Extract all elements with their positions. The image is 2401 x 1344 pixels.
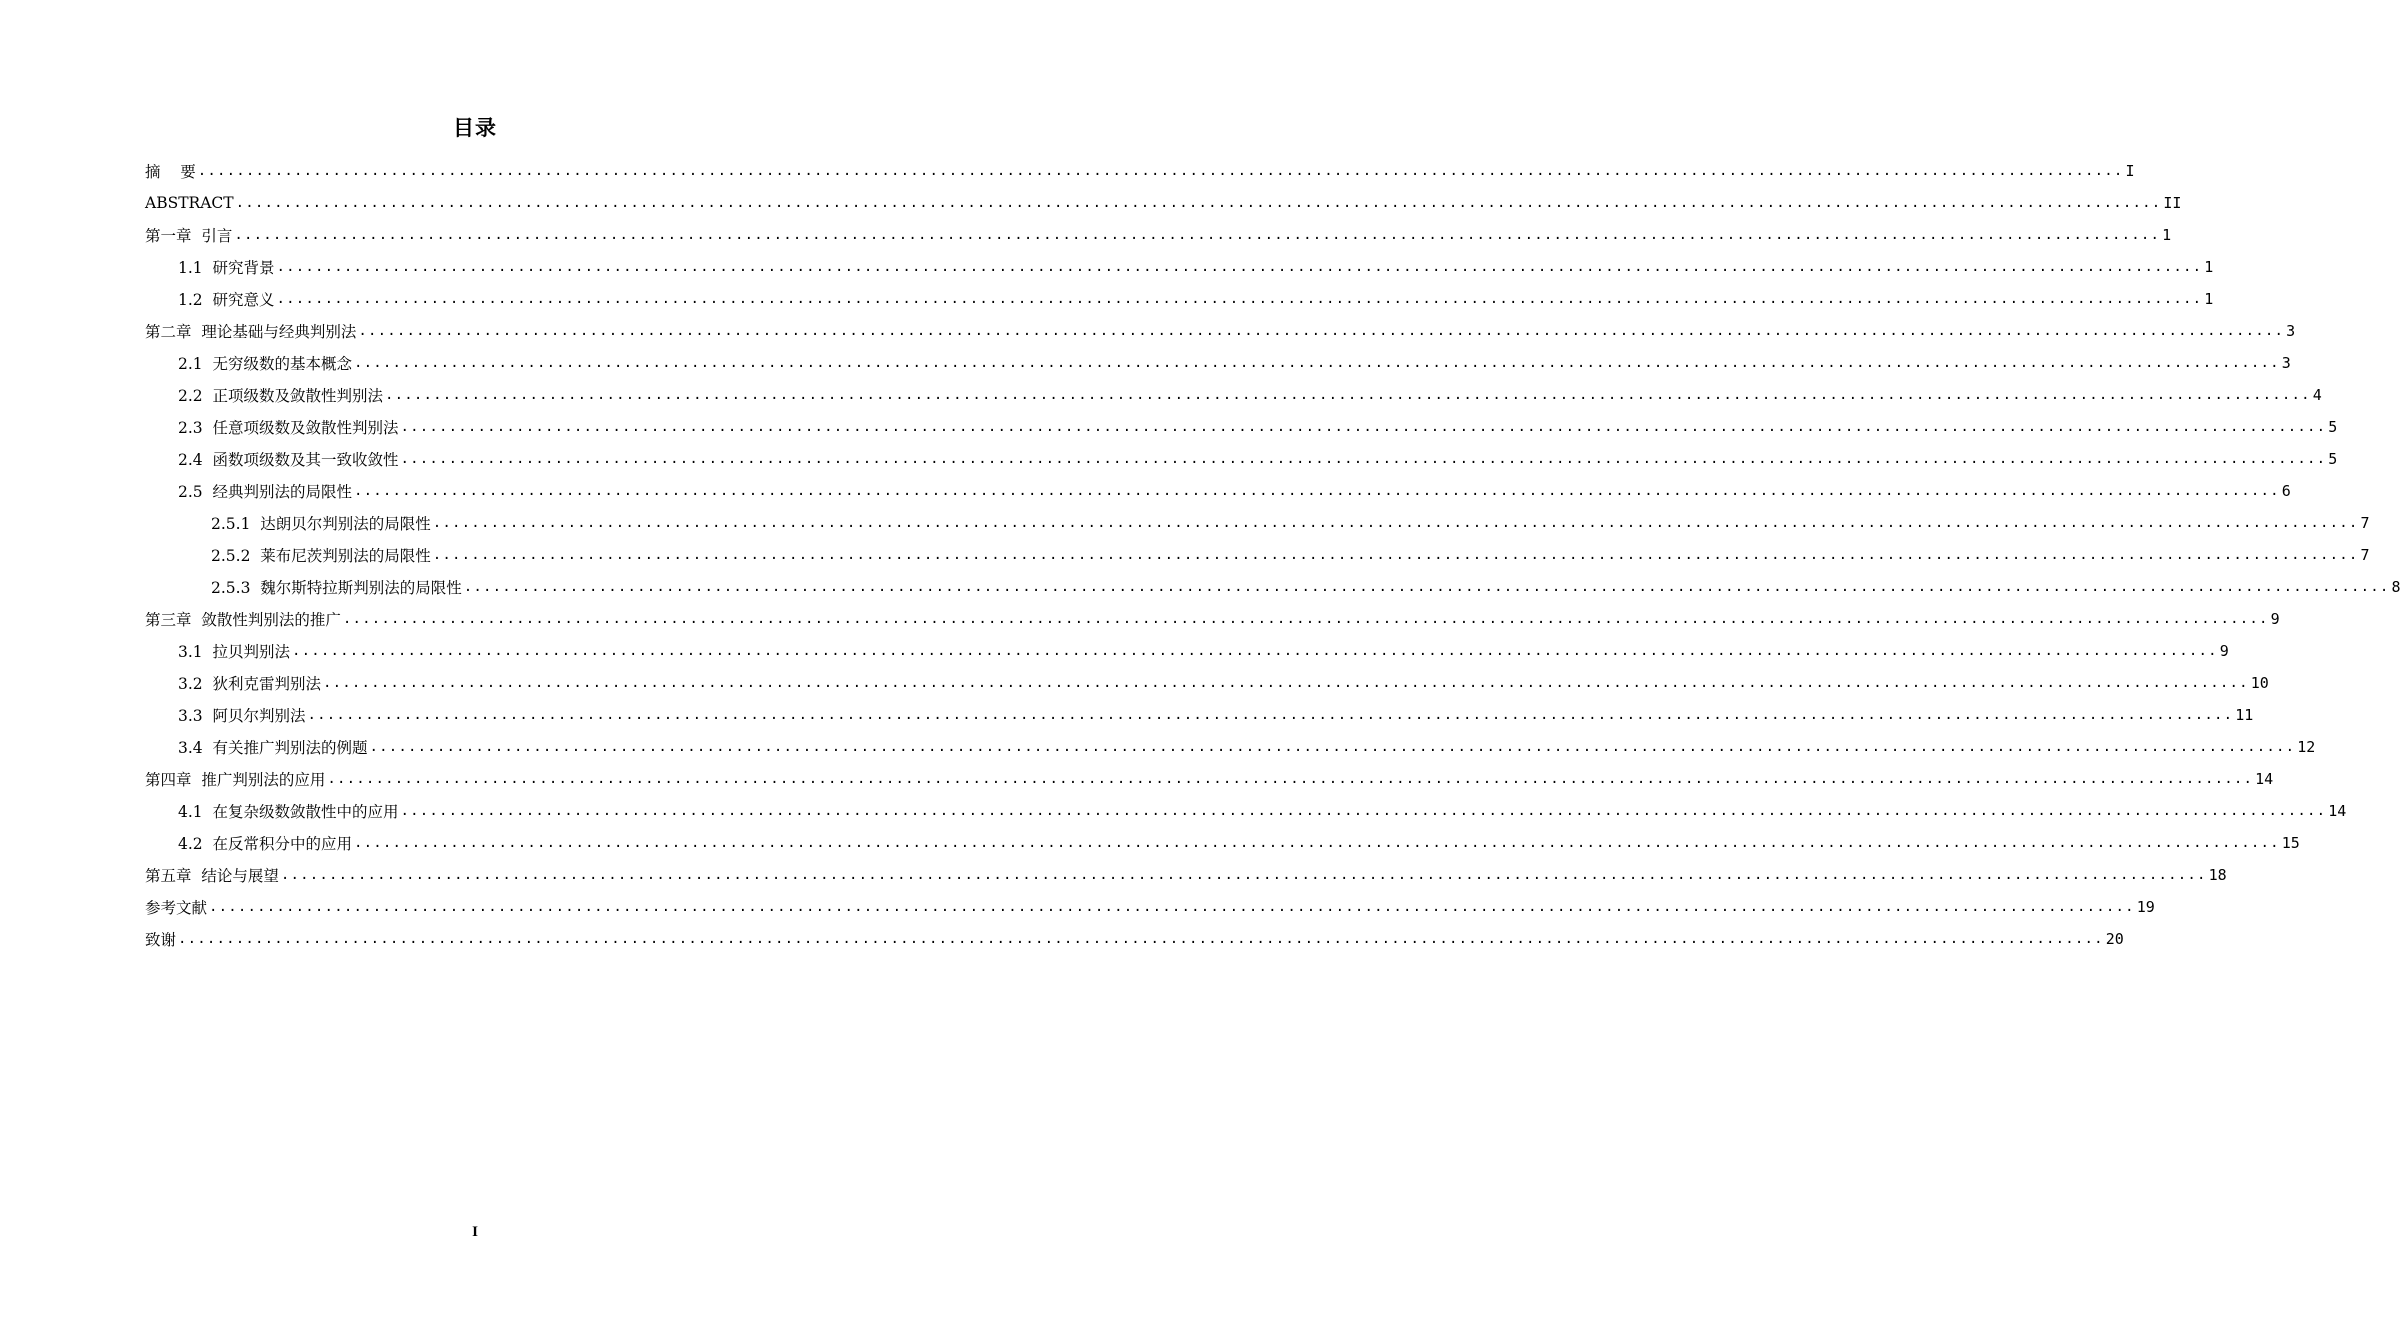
- toc-dot-leader: ........................................................................................................................................................................................................: [235, 195, 2162, 211]
- toc-entry[interactable]: [178, 635, 2229, 667]
- toc-entry-page: I: [2125, 162, 2135, 180]
- toc-entry[interactable]: [178, 731, 2316, 763]
- toc-dot-leader: ........................................................................................................................................................................................................: [432, 547, 2359, 563]
- toc-dot-leader: ........................................................................................................................................................................................................: [400, 451, 2327, 467]
- toc-entry[interactable]: [178, 795, 2347, 827]
- toc-entry-label: 第五章 结论与展望: [145, 867, 279, 885]
- toc-entry-page: 18: [2208, 866, 2227, 884]
- toc-dot-leader: ........................................................................................................................................................................................................: [209, 899, 2135, 915]
- toc-entry[interactable]: [145, 315, 2296, 347]
- toc-entry-page: 5: [2328, 418, 2338, 436]
- toc-entry-page: 12: [2297, 738, 2316, 756]
- toc-dot-leader: ........................................................................................................................................................................................................: [307, 707, 2234, 723]
- toc-dot-leader: ........................................................................................................................................................................................................: [280, 867, 2207, 883]
- toc-entry-page: 9: [2219, 642, 2229, 660]
- toc-entry-page: 9: [2270, 610, 2280, 628]
- toc-entry-label: 第一章 引言: [145, 227, 233, 245]
- toc-entry-page: 11: [2235, 706, 2254, 724]
- toc-entry-page: 10: [2250, 674, 2269, 692]
- toc-entry-page: 7: [2360, 546, 2370, 564]
- toc-entry-label: 4.1 在复杂级数敛散性中的应用: [178, 803, 399, 821]
- toc-entry-label: 2.1 无穷级数的基本概念: [178, 355, 353, 373]
- toc-entry-page: 1: [2204, 258, 2214, 276]
- toc-dot-leader: ........................................................................................................................................................................................................: [400, 419, 2327, 435]
- toc-entry[interactable]: [145, 859, 2227, 891]
- toc-entry-label: 1.1 研究背景: [178, 259, 275, 277]
- toc-entry[interactable]: [211, 571, 2401, 603]
- toc-entry-label: 第四章 推广判别法的应用: [145, 771, 326, 789]
- toc-entry-label: 2.2 正项级数及敛散性判别法: [178, 387, 384, 405]
- toc-title: 目录: [453, 116, 497, 140]
- toc-entry-label: 3.1 拉贝判别法: [178, 643, 291, 661]
- toc-entry-page: 20: [2105, 930, 2124, 948]
- toc-entry-label: 参考文献: [145, 899, 208, 917]
- toc-entry[interactable]: [178, 827, 2300, 859]
- toc-entry[interactable]: [178, 379, 2322, 411]
- toc-entry-label: 2.5.3 魏尔斯特拉斯判别法的局限性: [211, 579, 462, 597]
- toc-entry-label: 1.2 研究意义: [178, 291, 275, 309]
- toc-dot-leader: ........................................................................................................................................................................................................: [276, 291, 2203, 307]
- toc-dot-leader: ........................................................................................................................................................................................................: [354, 835, 2280, 851]
- toc-entry[interactable]: [145, 187, 2182, 219]
- toc-entry[interactable]: [178, 411, 2338, 443]
- toc-entry-page: 14: [2255, 770, 2274, 788]
- toc-entry-page: 4: [2312, 386, 2322, 404]
- toc-entry[interactable]: [178, 251, 2214, 283]
- toc-dot-leader: ........................................................................................................................................................................................................: [197, 163, 2124, 179]
- toc-entry-page: 1: [2162, 226, 2172, 244]
- toc-entry-page: 7: [2360, 514, 2370, 532]
- toc-entry-label: 2.5 经典判别法的局限性: [178, 483, 353, 501]
- toc-entry-label: 摘 要: [145, 163, 196, 181]
- toc-entry[interactable]: [145, 603, 2280, 635]
- toc-entry[interactable]: [145, 923, 2124, 955]
- toc-entry-label: 2.3 任意项级数及敛散性判别法: [178, 419, 399, 437]
- toc-entry-label: 3.2 狄利克雷判别法: [178, 675, 322, 693]
- toc-entry-label: 4.2 在反常积分中的应用: [178, 835, 353, 853]
- toc-dot-leader: ........................................................................................................................................................................................................: [400, 803, 2327, 819]
- toc-entry-page: 15: [2281, 834, 2300, 852]
- toc-entry[interactable]: [211, 507, 2370, 539]
- toc-entry-page: 3: [2286, 322, 2296, 340]
- toc-entry[interactable]: [178, 347, 2291, 379]
- toc-entry-label: 3.4 有关推广判别法的例题: [178, 739, 368, 757]
- toc-entry-label: 3.3 阿贝尔判别法: [178, 707, 306, 725]
- toc-dot-leader: ........................................................................................................................................................................................................: [369, 739, 2296, 755]
- toc-dot-leader: ........................................................................................................................................................................................................: [358, 323, 2285, 339]
- toc-dot-leader: ........................................................................................................................................................................................................: [354, 483, 2280, 499]
- toc-entry-label: 2.4 函数项级数及其一致收敛性: [178, 451, 399, 469]
- toc-dot-leader: ........................................................................................................................................................................................................: [342, 611, 2269, 627]
- toc-entry-page: 1: [2204, 290, 2214, 308]
- toc-entry-page: II: [2163, 194, 2182, 212]
- toc-entry-page: 8: [2391, 578, 2401, 596]
- toc-entry-label: 2.5.2 莱布尼茨判别法的局限性: [211, 547, 431, 565]
- toc-entry[interactable]: [211, 539, 2370, 571]
- toc-entry[interactable]: [145, 155, 2135, 187]
- toc-dot-leader: ........................................................................................................................................................................................................: [385, 387, 2311, 403]
- toc-dot-leader: ........................................................................................................................................................................................................: [432, 515, 2359, 531]
- toc-dot-leader: ........................................................................................................................................................................................................: [463, 579, 2390, 595]
- toc-dot-leader: ........................................................................................................................................................................................................: [327, 771, 2254, 787]
- toc-entry[interactable]: [178, 667, 2269, 699]
- toc-dot-leader: ........................................................................................................................................................................................................: [354, 355, 2280, 371]
- toc-dot-leader: ........................................................................................................................................................................................................: [178, 931, 2104, 947]
- toc-entry[interactable]: [145, 219, 2172, 251]
- toc-entry[interactable]: [178, 475, 2291, 507]
- toc-entry-page: 3: [2281, 354, 2291, 372]
- toc-dot-leader: ........................................................................................................................................................................................................: [234, 227, 2161, 243]
- toc-entry[interactable]: [145, 891, 2155, 923]
- toc-entry-page: 5: [2328, 450, 2338, 468]
- toc-entry[interactable]: [178, 699, 2254, 731]
- toc-entry[interactable]: [178, 443, 2338, 475]
- toc-entry[interactable]: [145, 763, 2274, 795]
- toc-entry-label: ABSTRACT: [145, 194, 234, 212]
- toc-dot-leader: ........................................................................................................................................................................................................: [323, 675, 2249, 691]
- toc-entry-page: 19: [2136, 898, 2155, 916]
- toc-entry[interactable]: [178, 283, 2214, 315]
- toc-entry-page: 14: [2328, 802, 2347, 820]
- toc-entry-label: 致谢: [145, 931, 177, 949]
- toc-entry-label: 2.5.1 达朗贝尔判别法的局限性: [211, 515, 431, 533]
- toc-entry-label: 第二章 理论基础与经典判别法: [145, 323, 357, 341]
- page-number: I: [472, 1224, 478, 1240]
- toc-dot-leader: ........................................................................................................................................................................................................: [292, 643, 2218, 659]
- toc-dot-leader: ........................................................................................................................................................................................................: [276, 259, 2203, 275]
- toc-entry-page: 6: [2281, 482, 2291, 500]
- toc-entry-label: 第三章 敛散性判别法的推广: [145, 611, 341, 629]
